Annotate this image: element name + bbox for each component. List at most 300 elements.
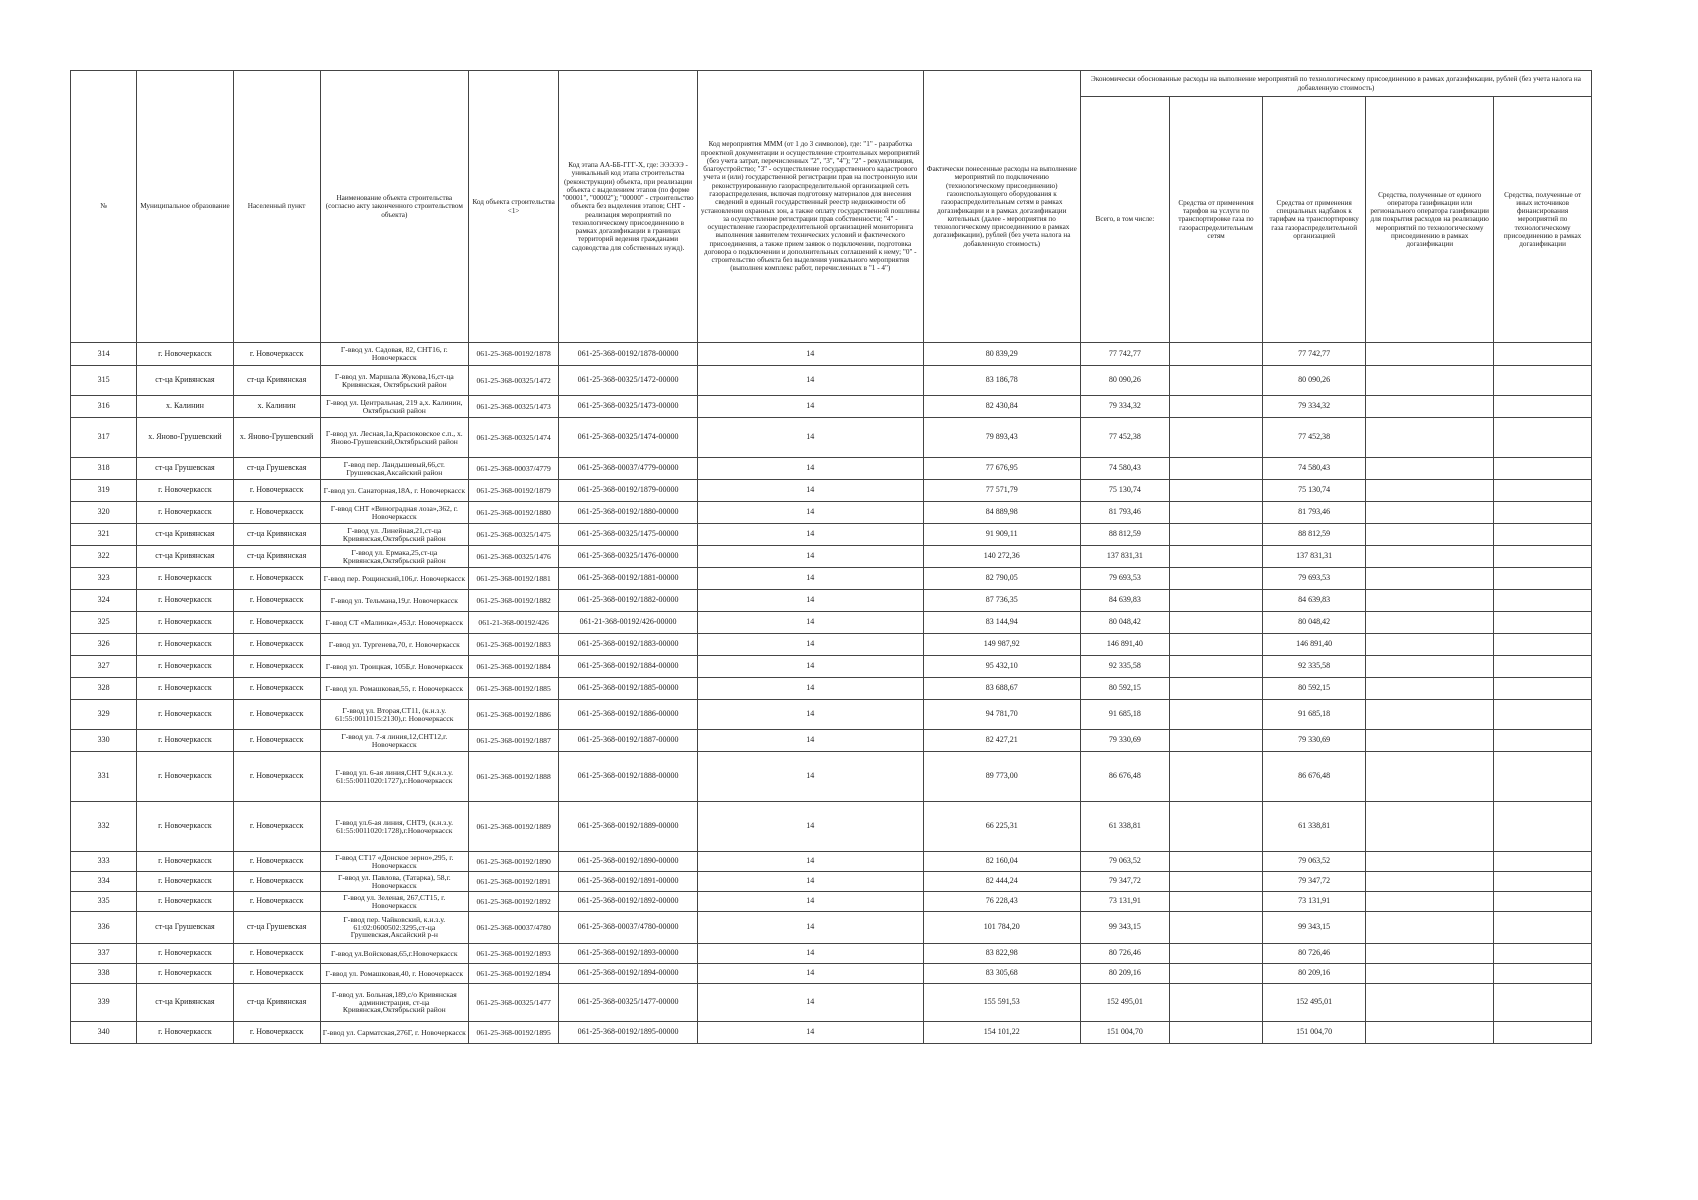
cell-tariff bbox=[1169, 912, 1262, 944]
cell-num: 323 bbox=[71, 568, 137, 590]
header-tariff: Средства от применения тарифов на услуги по транспортировке газа по газораспределительным сетям bbox=[1169, 97, 1262, 343]
table-row bbox=[71, 752, 1592, 802]
cell-other bbox=[1494, 730, 1592, 752]
cell-tariff bbox=[1169, 634, 1262, 656]
table-row bbox=[71, 458, 1592, 480]
cell-object-code: 061-25-368-00037/4780 bbox=[469, 912, 559, 944]
cell-stage-code: 061-25-368-00192/1885-00000 bbox=[559, 678, 698, 700]
cell-settlement: ст-ца Кривянская bbox=[233, 524, 320, 546]
cell-surcharge: 88 812,59 bbox=[1263, 524, 1366, 546]
cell-other bbox=[1494, 568, 1592, 590]
cell-stage-code: 061-25-368-00325/1477-00000 bbox=[559, 984, 698, 1022]
cell-stage-code: 061-25-368-00192/1879-00000 bbox=[559, 480, 698, 502]
cell-event-code: 14 bbox=[697, 802, 923, 852]
header-object-name: Наименование объекта строительства (согласно акту законченного строительством объекта) bbox=[320, 71, 469, 343]
cell-num: 324 bbox=[71, 590, 137, 612]
cell-municipality: г. Новочеркасск bbox=[137, 752, 234, 802]
header-event-code: Код мероприятия МММ (от 1 до 3 символов), где: "1" - разработка проектной документации и осуществление строительных мероприятий (без учета затрат, перечисленных "2", "3", "4"); "2" - рекультивация, благоустройство; "3" - осуществление государственного кадастрового учета и (или) государственной регистрации прав на построенную или реконструированную газораспределительной организацией сеть газораспределения, включая подготовку материалов для внесения сведений в единый государственный реестр недвижимости об установлении охранных зон, а также оплату государственной пошлины за осуществление регистрации прав собственности; "4" - осуществление газораспределительной организацией мониторинга выполнения заявителем технических условий и фактического присоединения, а также прием заявок о подключении, подготовка договора о подключении и дополнительных соглашений к нему; "0" - строительство объекта без выделения уникального мероприятия (выполнен комплекс работ, перечисленных в "1 - 4") bbox=[697, 71, 923, 343]
cell-object-code: 061-25-368-00325/1476 bbox=[469, 546, 559, 568]
cell-operator bbox=[1366, 524, 1494, 546]
table-row bbox=[71, 678, 1592, 700]
cell-event-code: 14 bbox=[697, 366, 923, 396]
cell-other bbox=[1494, 912, 1592, 944]
cell-operator bbox=[1366, 892, 1494, 912]
cell-municipality: г. Новочеркасск bbox=[137, 944, 234, 964]
cell-event-code: 14 bbox=[697, 964, 923, 984]
cell-tariff bbox=[1169, 852, 1262, 872]
cell-total: 86 676,48 bbox=[1080, 752, 1169, 802]
cell-municipality: г. Новочеркасск bbox=[137, 502, 234, 524]
cell-object-code: 061-25-368-00192/1880 bbox=[469, 502, 559, 524]
cell-num: 329 bbox=[71, 700, 137, 730]
cell-tariff bbox=[1169, 590, 1262, 612]
table-row bbox=[71, 418, 1592, 458]
cell-num: 314 bbox=[71, 343, 137, 366]
cell-event-code: 14 bbox=[697, 1022, 923, 1044]
cell-municipality: ст-ца Грушевская bbox=[137, 912, 234, 944]
cell-tariff bbox=[1169, 343, 1262, 366]
cell-object-code: 061-25-368-00192/1893 bbox=[469, 944, 559, 964]
cell-stage-code: 061-25-368-00192/1892-00000 bbox=[559, 892, 698, 912]
cell-tariff bbox=[1169, 964, 1262, 984]
table-row bbox=[71, 700, 1592, 730]
cell-operator bbox=[1366, 852, 1494, 872]
cell-object-name: Г-ввод СНТ «Виноградная лоза»,362, г. Новочеркасск bbox=[320, 502, 469, 524]
cell-settlement: ст-ца Грушевская bbox=[233, 912, 320, 944]
cell-num: 335 bbox=[71, 892, 137, 912]
cell-object-code: 061-25-368-00325/1473 bbox=[469, 396, 559, 418]
cell-municipality: г. Новочеркасск bbox=[137, 343, 234, 366]
cell-object-code: 061-25-368-00192/1881 bbox=[469, 568, 559, 590]
cell-operator bbox=[1366, 480, 1494, 502]
cell-municipality: г. Новочеркасск bbox=[137, 678, 234, 700]
cell-event-code: 14 bbox=[697, 892, 923, 912]
cell-other bbox=[1494, 802, 1592, 852]
cell-tariff bbox=[1169, 396, 1262, 418]
cell-object-name: Г-ввод ул. Ермака,25,ст-ца Кривянская,Октябрьский район bbox=[320, 546, 469, 568]
cell-event-code: 14 bbox=[697, 418, 923, 458]
cell-tariff bbox=[1169, 568, 1262, 590]
cell-other bbox=[1494, 458, 1592, 480]
cell-municipality: г. Новочеркасск bbox=[137, 730, 234, 752]
cell-event-code: 14 bbox=[697, 480, 923, 502]
cell-actual: 77 571,79 bbox=[923, 480, 1080, 502]
cell-event-code: 14 bbox=[697, 944, 923, 964]
cell-actual: 82 790,05 bbox=[923, 568, 1080, 590]
cell-tariff bbox=[1169, 656, 1262, 678]
cell-other bbox=[1494, 892, 1592, 912]
header-other: Средства, полученные от иных источников финансирования мероприятий по технологическому присоединению в рамках догазификации bbox=[1494, 97, 1592, 343]
cell-num: 327 bbox=[71, 656, 137, 678]
cell-object-code: 061-25-368-00192/1879 bbox=[469, 480, 559, 502]
cell-municipality: г. Новочеркасск bbox=[137, 656, 234, 678]
cell-object-name: Г-ввод ул. Больная,189,с/о Кривянская администрация, ст-ца Кривянская,Октябрьский район bbox=[320, 984, 469, 1022]
cell-tariff bbox=[1169, 752, 1262, 802]
cell-actual: 79 893,43 bbox=[923, 418, 1080, 458]
cell-event-code: 14 bbox=[697, 343, 923, 366]
cell-other bbox=[1494, 872, 1592, 892]
table-row bbox=[71, 730, 1592, 752]
cell-actual: 83 186,78 bbox=[923, 366, 1080, 396]
cell-object-name: Г-ввод ул. Садовая, 82, СНТ16, г. Новочеркасск bbox=[320, 343, 469, 366]
cell-total: 137 831,31 bbox=[1080, 546, 1169, 568]
cell-municipality: г. Новочеркасск bbox=[137, 590, 234, 612]
cell-event-code: 14 bbox=[697, 872, 923, 892]
cell-stage-code: 061-25-368-00192/1880-00000 bbox=[559, 502, 698, 524]
cell-object-name: Г-ввод ул. Зеленая, 267,СТ15, г. Новочеркасск bbox=[320, 892, 469, 912]
cell-stage-code: 061-21-368-00192/426-00000 bbox=[559, 612, 698, 634]
cell-other bbox=[1494, 964, 1592, 984]
cell-object-name: Г-ввод ул. Павлова, (Татарка), 58,г. Новочеркасск bbox=[320, 872, 469, 892]
cell-actual: 83 305,68 bbox=[923, 964, 1080, 984]
cell-operator bbox=[1366, 872, 1494, 892]
cell-operator bbox=[1366, 568, 1494, 590]
cell-actual: 95 432,10 bbox=[923, 656, 1080, 678]
cell-surcharge: 79 334,32 bbox=[1263, 396, 1366, 418]
cell-operator bbox=[1366, 458, 1494, 480]
cell-surcharge: 73 131,91 bbox=[1263, 892, 1366, 912]
cell-stage-code: 061-25-368-00325/1472-00000 bbox=[559, 366, 698, 396]
cell-operator bbox=[1366, 944, 1494, 964]
table-row bbox=[71, 612, 1592, 634]
cell-tariff bbox=[1169, 458, 1262, 480]
cell-actual: 140 272,36 bbox=[923, 546, 1080, 568]
cell-object-name: Г-ввод ул.6-ая линия, СНТ9, (к.н.з.у. 61:55:0011020:1728),г.Новочеркасск bbox=[320, 802, 469, 852]
cell-object-name: Г-ввод ул. Маршала Жукова,16,ст-ца Кривянская, Октябрьский район bbox=[320, 366, 469, 396]
cell-total: 79 347,72 bbox=[1080, 872, 1169, 892]
cell-object-name: Г-ввод пер. Рощинский,106,г. Новочеркасск bbox=[320, 568, 469, 590]
cell-object-name: Г-ввод ул. Ромашковая,55, г. Новочеркасск bbox=[320, 678, 469, 700]
cell-surcharge: 84 639,83 bbox=[1263, 590, 1366, 612]
cell-operator bbox=[1366, 366, 1494, 396]
cell-stage-code: 061-25-368-00192/1883-00000 bbox=[559, 634, 698, 656]
cell-object-code: 061-25-368-00192/1892 bbox=[469, 892, 559, 912]
table-row bbox=[71, 892, 1592, 912]
cell-settlement: г. Новочеркасск bbox=[233, 590, 320, 612]
cell-event-code: 14 bbox=[697, 524, 923, 546]
cell-other bbox=[1494, 502, 1592, 524]
cell-total: 91 685,18 bbox=[1080, 700, 1169, 730]
cell-settlement: х. Калинин bbox=[233, 396, 320, 418]
cell-other bbox=[1494, 1022, 1592, 1044]
cell-object-code: 061-25-368-00192/1885 bbox=[469, 678, 559, 700]
cell-operator bbox=[1366, 964, 1494, 984]
cell-total: 146 891,40 bbox=[1080, 634, 1169, 656]
cell-settlement: г. Новочеркасск bbox=[233, 852, 320, 872]
table-body bbox=[71, 343, 1592, 1044]
cell-surcharge: 75 130,74 bbox=[1263, 480, 1366, 502]
cell-num: 316 bbox=[71, 396, 137, 418]
cell-other bbox=[1494, 524, 1592, 546]
cell-actual: 80 839,29 bbox=[923, 343, 1080, 366]
cell-other bbox=[1494, 984, 1592, 1022]
cell-num: 330 bbox=[71, 730, 137, 752]
cell-municipality: г. Новочеркасск bbox=[137, 634, 234, 656]
cell-surcharge: 86 676,48 bbox=[1263, 752, 1366, 802]
table-row bbox=[71, 480, 1592, 502]
cell-stage-code: 061-25-368-00037/4780-00000 bbox=[559, 912, 698, 944]
cell-total: 152 495,01 bbox=[1080, 984, 1169, 1022]
cell-object-name: Г-ввод СТ17 «Донское зерно»,295, г. Новочеркасск bbox=[320, 852, 469, 872]
cell-stage-code: 061-25-368-00192/1882-00000 bbox=[559, 590, 698, 612]
cell-operator bbox=[1366, 656, 1494, 678]
cell-object-code: 061-25-368-00192/1884 bbox=[469, 656, 559, 678]
cell-num: 331 bbox=[71, 752, 137, 802]
cell-stage-code: 061-25-368-00192/1886-00000 bbox=[559, 700, 698, 730]
cell-object-code: 061-25-368-00192/1895 bbox=[469, 1022, 559, 1044]
cell-other bbox=[1494, 546, 1592, 568]
cell-event-code: 14 bbox=[697, 678, 923, 700]
cell-object-name: Г-ввод ул. 6-ая линия,СНТ 9,(к.н.з.у. 61:55:0011020:1727),г.Новочеркасск bbox=[320, 752, 469, 802]
cell-object-code: 061-25-368-00192/1886 bbox=[469, 700, 559, 730]
cell-other bbox=[1494, 480, 1592, 502]
cell-stage-code: 061-25-368-00192/1889-00000 bbox=[559, 802, 698, 852]
cell-actual: 82 430,84 bbox=[923, 396, 1080, 418]
cell-other bbox=[1494, 752, 1592, 802]
cell-operator bbox=[1366, 802, 1494, 852]
cell-settlement: г. Новочеркасск bbox=[233, 502, 320, 524]
cell-actual: 87 736,35 bbox=[923, 590, 1080, 612]
cell-object-name: Г-ввод ул. Троицкая, 105Б,г. Новочеркасск bbox=[320, 656, 469, 678]
cell-event-code: 14 bbox=[697, 912, 923, 944]
cell-surcharge: 74 580,43 bbox=[1263, 458, 1366, 480]
cell-surcharge: 81 793,46 bbox=[1263, 502, 1366, 524]
cell-other bbox=[1494, 852, 1592, 872]
cell-surcharge: 99 343,15 bbox=[1263, 912, 1366, 944]
cell-operator bbox=[1366, 700, 1494, 730]
cell-municipality: г. Новочеркасск bbox=[137, 892, 234, 912]
cell-object-name: Г-ввод ул. Центральная, 219 а,х. Калинин, Октябрьский район bbox=[320, 396, 469, 418]
cell-settlement: г. Новочеркасск bbox=[233, 634, 320, 656]
cell-actual: 101 784,20 bbox=[923, 912, 1080, 944]
cell-event-code: 14 bbox=[697, 984, 923, 1022]
table-row bbox=[71, 802, 1592, 852]
cell-municipality: г. Новочеркасск bbox=[137, 872, 234, 892]
cell-event-code: 14 bbox=[697, 458, 923, 480]
cell-actual: 83 822,98 bbox=[923, 944, 1080, 964]
cell-object-code: 061-25-368-00325/1475 bbox=[469, 524, 559, 546]
header-economic-group: Экономически обоснованные расходы на выполнение мероприятий по технологическому присоединению в рамках догазификации, рублей (без учета налога на добавленную стоимость) bbox=[1080, 71, 1591, 97]
cell-total: 75 130,74 bbox=[1080, 480, 1169, 502]
cell-surcharge: 77 742,77 bbox=[1263, 343, 1366, 366]
cell-municipality: г. Новочеркасск bbox=[137, 1022, 234, 1044]
header-actual-expenses: Фактически понесенные расходы на выполнение мероприятий по подключению (технологическому присоединению) газоиспользующего оборудования к газораспределительным сетям в рамках догазификации и в рамках догазификации котельных (далее - мероприятия по технологическому присоединению в рамках догазификации), рублей (без учета налога на добавленную стоимость) bbox=[923, 71, 1080, 343]
cell-actual: 82 427,21 bbox=[923, 730, 1080, 752]
cell-tariff bbox=[1169, 730, 1262, 752]
cell-tariff bbox=[1169, 418, 1262, 458]
cell-stage-code: 061-25-368-00192/1891-00000 bbox=[559, 872, 698, 892]
cell-stage-code: 061-25-368-00192/1887-00000 bbox=[559, 730, 698, 752]
cell-num: 339 bbox=[71, 984, 137, 1022]
cell-operator bbox=[1366, 634, 1494, 656]
cell-settlement: г. Новочеркасск bbox=[233, 480, 320, 502]
cell-tariff bbox=[1169, 502, 1262, 524]
cell-object-code: 061-25-368-00192/1882 bbox=[469, 590, 559, 612]
cell-surcharge: 151 004,70 bbox=[1263, 1022, 1366, 1044]
cell-total: 80 209,16 bbox=[1080, 964, 1169, 984]
cell-settlement: г. Новочеркасск bbox=[233, 568, 320, 590]
cell-num: 334 bbox=[71, 872, 137, 892]
cell-actual: 154 101,22 bbox=[923, 1022, 1080, 1044]
cell-num: 318 bbox=[71, 458, 137, 480]
table-row bbox=[71, 1022, 1592, 1044]
cell-actual: 94 781,70 bbox=[923, 700, 1080, 730]
cell-object-name: Г-ввод пер. Ландышевый,66,ст. Грушевская,Аксайский район bbox=[320, 458, 469, 480]
cell-operator bbox=[1366, 418, 1494, 458]
cell-settlement: г. Новочеркасск bbox=[233, 730, 320, 752]
cell-other bbox=[1494, 366, 1592, 396]
cell-surcharge: 80 209,16 bbox=[1263, 964, 1366, 984]
cell-actual: 82 160,04 bbox=[923, 852, 1080, 872]
cell-event-code: 14 bbox=[697, 656, 923, 678]
cell-other bbox=[1494, 590, 1592, 612]
cell-object-code: 061-25-368-00325/1477 bbox=[469, 984, 559, 1022]
cell-surcharge: 79 347,72 bbox=[1263, 872, 1366, 892]
cell-object-name: Г-ввод ул. Тельмана,19,г. Новочеркасск bbox=[320, 590, 469, 612]
gasification-expenses-table bbox=[70, 70, 1592, 1044]
cell-object-code: 061-25-368-00192/1890 bbox=[469, 852, 559, 872]
cell-tariff bbox=[1169, 944, 1262, 964]
cell-stage-code: 061-25-368-00192/1895-00000 bbox=[559, 1022, 698, 1044]
cell-surcharge: 80 592,15 bbox=[1263, 678, 1366, 700]
cell-operator bbox=[1366, 396, 1494, 418]
cell-num: 337 bbox=[71, 944, 137, 964]
cell-total: 92 335,58 bbox=[1080, 656, 1169, 678]
cell-event-code: 14 bbox=[697, 568, 923, 590]
cell-total: 77 452,38 bbox=[1080, 418, 1169, 458]
cell-event-code: 14 bbox=[697, 634, 923, 656]
cell-event-code: 14 bbox=[697, 502, 923, 524]
header-settlement: Населенный пункт bbox=[233, 71, 320, 343]
cell-object-name: Г-ввод ул. Ромашковая,40, г. Новочеркасск bbox=[320, 964, 469, 984]
cell-stage-code: 061-25-368-00325/1473-00000 bbox=[559, 396, 698, 418]
cell-total: 81 793,46 bbox=[1080, 502, 1169, 524]
cell-operator bbox=[1366, 343, 1494, 366]
cell-other bbox=[1494, 634, 1592, 656]
cell-total: 88 812,59 bbox=[1080, 524, 1169, 546]
table-row bbox=[71, 590, 1592, 612]
cell-tariff bbox=[1169, 892, 1262, 912]
cell-tariff bbox=[1169, 678, 1262, 700]
cell-stage-code: 061-25-368-00192/1894-00000 bbox=[559, 964, 698, 984]
cell-actual: 76 228,43 bbox=[923, 892, 1080, 912]
cell-total: 61 338,81 bbox=[1080, 802, 1169, 852]
cell-other bbox=[1494, 678, 1592, 700]
cell-settlement: г. Новочеркасск bbox=[233, 802, 320, 852]
cell-stage-code: 061-25-368-00325/1474-00000 bbox=[559, 418, 698, 458]
cell-total: 99 343,15 bbox=[1080, 912, 1169, 944]
cell-other bbox=[1494, 944, 1592, 964]
cell-tariff bbox=[1169, 1022, 1262, 1044]
cell-total: 74 580,43 bbox=[1080, 458, 1169, 480]
table-row bbox=[71, 656, 1592, 678]
cell-tariff bbox=[1169, 872, 1262, 892]
cell-tariff bbox=[1169, 984, 1262, 1022]
cell-municipality: г. Новочеркасск bbox=[137, 700, 234, 730]
cell-municipality: г. Новочеркасск bbox=[137, 612, 234, 634]
cell-stage-code: 061-25-368-00192/1888-00000 bbox=[559, 752, 698, 802]
cell-surcharge: 92 335,58 bbox=[1263, 656, 1366, 678]
cell-stage-code: 061-25-368-00192/1878-00000 bbox=[559, 343, 698, 366]
cell-other bbox=[1494, 700, 1592, 730]
header-operator: Средства, полученные от единого оператора газификации или регионального оператора газификации для покрытия расходов на реализацию мероприятий по технологическому присоединению в рамках догазификации bbox=[1366, 97, 1494, 343]
cell-num: 333 bbox=[71, 852, 137, 872]
cell-tariff bbox=[1169, 524, 1262, 546]
cell-municipality: х. Калинин bbox=[137, 396, 234, 418]
cell-settlement: г. Новочеркасск bbox=[233, 872, 320, 892]
cell-municipality: г. Новочеркасск bbox=[137, 852, 234, 872]
table-row bbox=[71, 944, 1592, 964]
cell-municipality: х. Яново-Грушевский bbox=[137, 418, 234, 458]
cell-stage-code: 061-25-368-00192/1884-00000 bbox=[559, 656, 698, 678]
cell-settlement: г. Новочеркасск bbox=[233, 700, 320, 730]
cell-event-code: 14 bbox=[697, 752, 923, 802]
table-row bbox=[71, 634, 1592, 656]
cell-stage-code: 061-25-368-00325/1475-00000 bbox=[559, 524, 698, 546]
cell-total: 79 330,69 bbox=[1080, 730, 1169, 752]
cell-actual: 84 889,98 bbox=[923, 502, 1080, 524]
cell-settlement: г. Новочеркасск bbox=[233, 612, 320, 634]
cell-settlement: г. Новочеркасск bbox=[233, 964, 320, 984]
cell-operator bbox=[1366, 730, 1494, 752]
cell-surcharge: 77 452,38 bbox=[1263, 418, 1366, 458]
cell-num: 320 bbox=[71, 502, 137, 524]
cell-object-code: 061-25-368-00192/1883 bbox=[469, 634, 559, 656]
cell-operator bbox=[1366, 502, 1494, 524]
cell-object-code: 061-21-368-00192/426 bbox=[469, 612, 559, 634]
cell-object-name: Г-ввод ул. 7-я линия,12,СНТ12,г. Новочеркасск bbox=[320, 730, 469, 752]
header-num: № bbox=[71, 71, 137, 343]
cell-tariff bbox=[1169, 612, 1262, 634]
cell-surcharge: 80 726,46 bbox=[1263, 944, 1366, 964]
cell-settlement: ст-ца Грушевская bbox=[233, 458, 320, 480]
cell-tariff bbox=[1169, 802, 1262, 852]
cell-object-code: 061-25-368-00192/1889 bbox=[469, 802, 559, 852]
cell-other bbox=[1494, 612, 1592, 634]
cell-object-code: 061-25-368-00037/4779 bbox=[469, 458, 559, 480]
cell-object-code: 061-25-368-00325/1474 bbox=[469, 418, 559, 458]
cell-surcharge: 146 891,40 bbox=[1263, 634, 1366, 656]
cell-surcharge: 137 831,31 bbox=[1263, 546, 1366, 568]
cell-surcharge: 79 693,53 bbox=[1263, 568, 1366, 590]
cell-total: 79 063,52 bbox=[1080, 852, 1169, 872]
cell-settlement: г. Новочеркасск bbox=[233, 343, 320, 366]
cell-settlement: г. Новочеркасск bbox=[233, 1022, 320, 1044]
cell-num: 321 bbox=[71, 524, 137, 546]
cell-municipality: ст-ца Кривянская bbox=[137, 546, 234, 568]
cell-object-name: Г-ввод ул. Сарматская,276Г, г. Новочеркасск bbox=[320, 1022, 469, 1044]
table-row bbox=[71, 568, 1592, 590]
cell-total: 80 048,42 bbox=[1080, 612, 1169, 634]
cell-total: 73 131,91 bbox=[1080, 892, 1169, 912]
cell-operator bbox=[1366, 612, 1494, 634]
cell-total: 80 726,46 bbox=[1080, 944, 1169, 964]
cell-municipality: г. Новочеркасск bbox=[137, 802, 234, 852]
cell-surcharge: 80 048,42 bbox=[1263, 612, 1366, 634]
cell-settlement: г. Новочеркасск bbox=[233, 656, 320, 678]
cell-total: 84 639,83 bbox=[1080, 590, 1169, 612]
cell-num: 326 bbox=[71, 634, 137, 656]
cell-total: 79 334,32 bbox=[1080, 396, 1169, 418]
cell-operator bbox=[1366, 752, 1494, 802]
cell-stage-code: 061-25-368-00192/1890-00000 bbox=[559, 852, 698, 872]
cell-event-code: 14 bbox=[697, 700, 923, 730]
cell-settlement: ст-ца Кривянская bbox=[233, 366, 320, 396]
cell-municipality: ст-ца Грушевская bbox=[137, 458, 234, 480]
cell-tariff bbox=[1169, 366, 1262, 396]
header-stage-code: Код этапа АА-ББ-ГГГ-Х, где: ЭЭЭЭЭ - уникальный код этапа строительства (реконструкции) объекта, при реализации объекта с выделением этапов (по форме "00001", "00002"); "00000" - строительство объекта без выделения этапов; СНТ - реализация мероприятий по технологическому присоединению в рамках догазификации в границах территорий ведения гражданами садоводства для собственных нужд). bbox=[559, 71, 698, 343]
cell-actual: 149 987,92 bbox=[923, 634, 1080, 656]
